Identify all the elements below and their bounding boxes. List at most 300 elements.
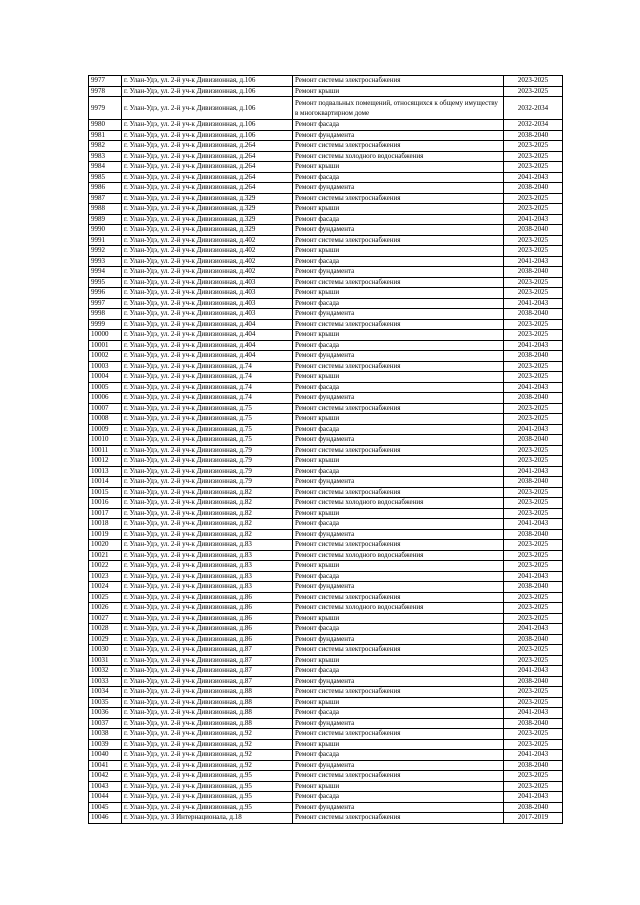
address-cell: г. Улан-Удэ, ул. 2-й уч-к Дивизионная, д.403 [122,298,293,309]
table-row [89,781,563,792]
row-number: 9979 [89,97,122,120]
address-cell: г. Улан-Удэ, ул. 2-й уч-к Дивизионная, д.74 [122,361,293,372]
period-cell: 2023-2025 [504,487,563,498]
row-number: 10033 [89,676,122,687]
work-type-cell: Ремонт системы электроснабжения [293,277,504,288]
period-cell: 2038-2040 [504,130,563,141]
period-cell: 2023-2025 [504,403,563,414]
row-number: 10016 [89,498,122,509]
table-row [89,424,563,435]
address-cell: г. Улан-Удэ, ул. 2-й уч-к Дивизионная, д.106 [122,130,293,141]
period-cell: 2038-2040 [504,718,563,729]
period-cell: 2023-2025 [504,550,563,561]
period-cell: 2023-2025 [504,508,563,519]
period-cell: 2038-2040 [504,529,563,540]
period-cell: 2023-2025 [504,319,563,330]
table-row [89,246,563,257]
table-row [89,519,563,530]
table-row [89,76,563,87]
table-row [89,361,563,372]
address-cell: г. Улан-Удэ, ул. 2-й уч-к Дивизионная, д.82 [122,508,293,519]
row-number: 10025 [89,592,122,603]
work-type-cell: Ремонт крыши [293,414,504,425]
address-cell: г. Улан-Удэ, ул. 2-й уч-к Дивизионная, д.88 [122,708,293,719]
table-row [89,141,563,152]
row-number: 9988 [89,204,122,215]
table-row [89,193,563,204]
address-cell: г. Улан-Удэ, ул. 2-й уч-к Дивизионная, д.79 [122,445,293,456]
row-number: 10030 [89,645,122,656]
address-cell: г. Улан-Удэ, ул. 2-й уч-к Дивизионная, д.264 [122,141,293,152]
row-number: 9992 [89,246,122,257]
table-row [89,802,563,813]
table-row [89,666,563,677]
table-row [89,645,563,656]
work-type-cell: Ремонт системы электроснабжения [293,771,504,782]
row-number: 10018 [89,519,122,530]
address-cell: г. Улан-Удэ, ул. 2-й уч-к Дивизионная, д.75 [122,424,293,435]
address-cell: г. Улан-Удэ, ул. 2-й уч-к Дивизионная, д.92 [122,760,293,771]
row-number: 10011 [89,445,122,456]
period-cell: 2023-2025 [504,540,563,551]
period-cell: 2041-2043 [504,424,563,435]
row-number: 10005 [89,382,122,393]
address-cell: г. Улан-Удэ, ул. 2-й уч-к Дивизионная, д.329 [122,214,293,225]
work-type-cell: Ремонт фасада [293,624,504,635]
row-number: 10032 [89,666,122,677]
period-cell: 2041-2043 [504,624,563,635]
row-number: 9993 [89,256,122,267]
period-cell: 2023-2025 [504,739,563,750]
address-cell: г. Улан-Удэ, ул. 2-й уч-к Дивизионная, д.329 [122,193,293,204]
period-cell: 2038-2040 [504,582,563,593]
work-type-cell: Ремонт крыши [293,246,504,257]
work-type-cell: Ремонт крыши [293,288,504,299]
row-number: 10028 [89,624,122,635]
row-number: 10042 [89,771,122,782]
period-cell: 2023-2025 [504,204,563,215]
work-type-cell: Ремонт фасада [293,172,504,183]
table-row [89,256,563,267]
row-number: 10037 [89,718,122,729]
work-type-cell: Ремонт фасада [293,298,504,309]
row-number: 10029 [89,634,122,645]
address-cell: г. Улан-Удэ, ул. 2-й уч-к Дивизионная, д.83 [122,582,293,593]
table-row [89,456,563,467]
table-row [89,813,563,824]
work-type-cell: Ремонт фасада [293,750,504,761]
row-number: 10041 [89,760,122,771]
work-type-cell: Ремонт фундамента [293,718,504,729]
table-row [89,487,563,498]
row-number: 10020 [89,540,122,551]
work-type-cell: Ремонт системы электроснабжения [293,445,504,456]
table-row [89,288,563,299]
work-type-cell: Ремонт фасада [293,120,504,131]
period-cell: 2038-2040 [504,802,563,813]
table-row [89,540,563,551]
row-number: 10027 [89,613,122,624]
address-cell: г. Улан-Удэ, ул. 2-й уч-к Дивизионная, д.79 [122,466,293,477]
address-cell: г. Улан-Удэ, ул. 2-й уч-к Дивизионная, д.86 [122,613,293,624]
work-type-cell: Ремонт системы холодного водоснабжения [293,151,504,162]
table-row [89,393,563,404]
table-row [89,477,563,488]
period-cell: 2023-2025 [504,561,563,572]
address-cell: г. Улан-Удэ, ул. 2-й уч-к Дивизионная, д.88 [122,697,293,708]
table-row [89,739,563,750]
work-type-cell: Ремонт системы электроснабжения [293,193,504,204]
address-cell: г. Улан-Удэ, ул. 2-й уч-к Дивизионная, д.74 [122,372,293,383]
table-row [89,634,563,645]
address-cell: г. Улан-Удэ, ул. 2-й уч-к Дивизионная, д.402 [122,267,293,278]
work-type-cell: Ремонт фасада [293,792,504,803]
table-row [89,403,563,414]
period-cell: 2023-2025 [504,246,563,257]
address-cell: г. Улан-Удэ, ул. 2-й уч-к Дивизионная, д.83 [122,571,293,582]
row-number: 10036 [89,708,122,719]
address-cell: г. Улан-Удэ, ул. 2-й уч-к Дивизионная, д.403 [122,277,293,288]
address-cell: г. Улан-Удэ, ул. 2-й уч-к Дивизионная, д.95 [122,802,293,813]
row-number: 10044 [89,792,122,803]
table-row [89,729,563,740]
period-cell: 2023-2025 [504,771,563,782]
work-type-cell: Ремонт крыши [293,508,504,519]
row-number: 10023 [89,571,122,582]
table-row [89,708,563,719]
table-row [89,382,563,393]
row-number: 10031 [89,655,122,666]
address-cell: г. Улан-Удэ, ул. 2-й уч-к Дивизионная, д.95 [122,771,293,782]
period-cell: 2023-2025 [504,655,563,666]
row-number: 10035 [89,697,122,708]
row-number: 9990 [89,225,122,236]
work-type-cell: Ремонт фундамента [293,351,504,362]
row-number: 10017 [89,508,122,519]
table-row [89,120,563,131]
row-number: 10004 [89,372,122,383]
work-type-cell: Ремонт фундамента [293,760,504,771]
period-cell: 2023-2025 [504,235,563,246]
address-cell: г. Улан-Удэ, ул. 2-й уч-к Дивизионная, д.83 [122,561,293,572]
period-cell: 2023-2025 [504,162,563,173]
table-row [89,697,563,708]
table-row [89,550,563,561]
work-type-cell: Ремонт фундамента [293,582,504,593]
address-cell: г. Улан-Удэ, ул. 2-й уч-к Дивизионная, д.106 [122,120,293,131]
work-type-cell: Ремонт крыши [293,655,504,666]
table-row [89,529,563,540]
period-cell: 2041-2043 [504,466,563,477]
address-cell: г. Улан-Удэ, ул. 2-й уч-к Дивизионная, д.74 [122,393,293,404]
address-cell: г. Улан-Удэ, ул. 2-й уч-к Дивизионная, д.403 [122,288,293,299]
work-type-cell: Ремонт системы электроснабжения [293,403,504,414]
address-cell: г. Улан-Удэ, ул. 2-й уч-к Дивизионная, д.86 [122,624,293,635]
address-cell: г. Улан-Удэ, ул. 2-й уч-к Дивизионная, д.86 [122,634,293,645]
table-row [89,508,563,519]
address-cell: г. Улан-Удэ, ул. 2-й уч-к Дивизионная, д.86 [122,603,293,614]
period-cell: 2041-2043 [504,792,563,803]
table-body [89,76,563,824]
work-type-cell: Ремонт крыши [293,697,504,708]
row-number: 10001 [89,340,122,351]
table-row [89,414,563,425]
period-cell: 2023-2025 [504,729,563,740]
period-cell: 2023-2025 [504,372,563,383]
table-row [89,582,563,593]
period-cell: 2032-2034 [504,120,563,131]
address-cell: г. Улан-Удэ, ул. 2-й уч-к Дивизионная, д.82 [122,498,293,509]
address-cell: г. Улан-Удэ, ул. 2-й уч-к Дивизионная, д.404 [122,319,293,330]
table-row [89,435,563,446]
period-cell: 2023-2025 [504,277,563,288]
table-row [89,277,563,288]
row-number: 9987 [89,193,122,204]
row-number: 10007 [89,403,122,414]
address-cell: г. Улан-Удэ, ул. 2-й уч-к Дивизионная, д.79 [122,456,293,467]
period-cell: 2041-2043 [504,571,563,582]
address-cell: г. Улан-Удэ, ул. 2-й уч-к Дивизионная, д.95 [122,792,293,803]
work-type-cell: Ремонт крыши [293,372,504,383]
period-cell: 2038-2040 [504,676,563,687]
row-number: 10013 [89,466,122,477]
period-cell: 2023-2025 [504,414,563,425]
work-type-cell: Ремонт крыши [293,613,504,624]
work-type-cell: Ремонт системы холодного водоснабжения [293,550,504,561]
row-number: 10026 [89,603,122,614]
table-row [89,466,563,477]
address-cell: г. Улан-Удэ, ул. 2-й уч-к Дивизионная, д.82 [122,529,293,540]
work-type-cell: Ремонт крыши [293,204,504,215]
table-row [89,624,563,635]
table-row [89,372,563,383]
address-cell: г. Улан-Удэ, ул. 2-й уч-к Дивизионная, д.75 [122,403,293,414]
address-cell: г. Улан-Удэ, ул. 2-й уч-к Дивизионная, д.75 [122,435,293,446]
table-row [89,162,563,173]
address-cell: г. Улан-Удэ, ул. 3 Интернационала, д.18 [122,813,293,824]
period-cell: 2023-2025 [504,330,563,341]
work-type-cell: Ремонт фундамента [293,309,504,320]
period-cell: 2023-2025 [504,193,563,204]
row-number: 10002 [89,351,122,362]
row-number: 9989 [89,214,122,225]
period-cell: 2041-2043 [504,172,563,183]
row-number: 9996 [89,288,122,299]
row-number: 9981 [89,130,122,141]
row-number: 10021 [89,550,122,561]
period-cell: 2041-2043 [504,382,563,393]
row-number: 9978 [89,86,122,97]
table-row [89,130,563,141]
address-cell: г. Улан-Удэ, ул. 2-й уч-к Дивизионная, д.74 [122,382,293,393]
row-number: 10009 [89,424,122,435]
period-cell: 2041-2043 [504,666,563,677]
work-type-cell: Ремонт фасада [293,666,504,677]
address-cell: г. Улан-Удэ, ул. 2-й уч-к Дивизионная, д.402 [122,256,293,267]
work-type-cell: Ремонт крыши [293,561,504,572]
table-row [89,655,563,666]
row-number: 9994 [89,267,122,278]
table-row [89,445,563,456]
row-number: 10010 [89,435,122,446]
work-type-cell: Ремонт крыши [293,330,504,341]
work-type-cell: Ремонт крыши [293,739,504,750]
address-cell: г. Улан-Удэ, ул. 2-й уч-к Дивизионная, д.88 [122,718,293,729]
address-cell: г. Улан-Удэ, ул. 2-й уч-к Дивизионная, д.79 [122,477,293,488]
row-number: 10003 [89,361,122,372]
table-row [89,225,563,236]
table-row [89,330,563,341]
row-number: 9980 [89,120,122,131]
row-number: 9984 [89,162,122,173]
work-type-cell: Ремонт фундамента [293,802,504,813]
work-type-cell: Ремонт системы электроснабжения [293,319,504,330]
work-type-cell: Ремонт системы электроснабжения [293,645,504,656]
work-type-cell: Ремонт системы электроснабжения [293,540,504,551]
table-row [89,760,563,771]
period-cell: 2038-2040 [504,351,563,362]
table-row [89,340,563,351]
row-number: 9991 [89,235,122,246]
period-cell: 2038-2040 [504,760,563,771]
work-type-cell: Ремонт фасада [293,382,504,393]
period-cell: 2041-2043 [504,214,563,225]
work-type-cell: Ремонт фасада [293,708,504,719]
period-cell: 2032-2034 [504,97,563,120]
address-cell: г. Улан-Удэ, ул. 2-й уч-к Дивизионная, д.404 [122,330,293,341]
table-row [89,561,563,572]
table-row [89,235,563,246]
period-cell: 2023-2025 [504,645,563,656]
work-type-cell: Ремонт фундамента [293,183,504,194]
work-type-cell: Ремонт системы электроснабжения [293,141,504,152]
period-cell: 2023-2025 [504,151,563,162]
table-row [89,151,563,162]
address-cell: г. Улан-Удэ, ул. 2-й уч-к Дивизионная, д.106 [122,76,293,87]
table-row [89,592,563,603]
work-type-cell: Ремонт системы холодного водоснабжения [293,498,504,509]
row-number: 9998 [89,309,122,320]
row-number: 10046 [89,813,122,824]
row-number: 9977 [89,76,122,87]
period-cell: 2023-2025 [504,781,563,792]
table-row [89,172,563,183]
row-number: 10015 [89,487,122,498]
work-type-cell: Ремонт системы электроснабжения [293,487,504,498]
row-number: 10045 [89,802,122,813]
period-cell: 2023-2025 [504,361,563,372]
table-row [89,86,563,97]
address-cell: г. Улан-Удэ, ул. 2-й уч-к Дивизионная, д.329 [122,204,293,215]
period-cell: 2023-2025 [504,288,563,299]
table-row [89,298,563,309]
work-type-cell: Ремонт подвальных помещений, относящихся к общему имуществу в многоквартирном доме [293,97,504,120]
work-type-cell: Ремонт фундамента [293,130,504,141]
address-cell: г. Улан-Удэ, ул. 2-й уч-к Дивизионная, д.87 [122,676,293,687]
table-row [89,319,563,330]
table-row [89,792,563,803]
work-type-cell: Ремонт фасада [293,256,504,267]
table-row [89,603,563,614]
address-cell: г. Улан-Удэ, ул. 2-й уч-к Дивизионная, д.87 [122,666,293,677]
address-cell: г. Улан-Удэ, ул. 2-й уч-к Дивизионная, д.92 [122,739,293,750]
table-row [89,204,563,215]
table-row [89,183,563,194]
table-row [89,750,563,761]
table-row [89,351,563,362]
row-number: 10012 [89,456,122,467]
period-cell: 2041-2043 [504,256,563,267]
row-number: 10040 [89,750,122,761]
table-row [89,771,563,782]
address-cell: г. Улан-Удэ, ул. 2-й уч-к Дивизионная, д.106 [122,86,293,97]
table-row [89,571,563,582]
row-number: 9986 [89,183,122,194]
work-type-cell: Ремонт крыши [293,162,504,173]
table-row [89,309,563,320]
period-cell: 2038-2040 [504,477,563,488]
period-cell: 2041-2043 [504,708,563,719]
period-cell: 2023-2025 [504,456,563,467]
work-type-cell: Ремонт фундамента [293,435,504,446]
address-cell: г. Улан-Удэ, ул. 2-й уч-к Дивизионная, д.402 [122,235,293,246]
period-cell: 2038-2040 [504,225,563,236]
row-number: 10022 [89,561,122,572]
address-cell: г. Улан-Удэ, ул. 2-й уч-к Дивизионная, д.264 [122,162,293,173]
address-cell: г. Улан-Удэ, ул. 2-й уч-к Дивизионная, д.86 [122,592,293,603]
row-number: 10019 [89,529,122,540]
work-type-cell: Ремонт системы электроснабжения [293,361,504,372]
address-cell: г. Улан-Удэ, ул. 2-й уч-к Дивизионная, д.83 [122,550,293,561]
address-cell: г. Улан-Удэ, ул. 2-й уч-к Дивизионная, д.402 [122,246,293,257]
work-type-cell: Ремонт системы электроснабжения [293,592,504,603]
work-type-cell: Ремонт фундамента [293,267,504,278]
row-number: 10024 [89,582,122,593]
table-row [89,676,563,687]
row-number: 9985 [89,172,122,183]
row-number: 10000 [89,330,122,341]
address-cell: г. Улан-Удэ, ул. 2-й уч-к Дивизионная, д.88 [122,687,293,698]
address-cell: г. Улан-Удэ, ул. 2-й уч-к Дивизионная, д.404 [122,351,293,362]
period-cell: 2038-2040 [504,309,563,320]
address-cell: г. Улан-Удэ, ул. 2-й уч-к Дивизионная, д.106 [122,97,293,120]
period-cell: 2023-2025 [504,603,563,614]
row-number: 9999 [89,319,122,330]
address-cell: г. Улан-Удэ, ул. 2-й уч-к Дивизионная, д.92 [122,750,293,761]
period-cell: 2038-2040 [504,267,563,278]
address-cell: г. Улан-Удэ, ул. 2-й уч-к Дивизионная, д.403 [122,309,293,320]
row-number: 10014 [89,477,122,488]
work-type-cell: Ремонт системы электроснабжения [293,235,504,246]
row-number: 9997 [89,298,122,309]
address-cell: г. Улан-Удэ, ул. 2-й уч-к Дивизионная, д.83 [122,540,293,551]
work-type-cell: Ремонт фасада [293,424,504,435]
period-cell: 2023-2025 [504,613,563,624]
work-type-cell: Ремонт фасада [293,519,504,530]
period-cell: 2023-2025 [504,498,563,509]
period-cell: 2017-2019 [504,813,563,824]
table-row [89,267,563,278]
address-cell: г. Улан-Удэ, ул. 2-й уч-к Дивизионная, д.264 [122,151,293,162]
period-cell: 2023-2025 [504,592,563,603]
period-cell: 2038-2040 [504,435,563,446]
period-cell: 2023-2025 [504,697,563,708]
period-cell: 2023-2025 [504,445,563,456]
address-cell: г. Улан-Удэ, ул. 2-й уч-к Дивизионная, д.87 [122,655,293,666]
work-type-cell: Ремонт системы электроснабжения [293,76,504,87]
address-cell: г. Улан-Удэ, ул. 2-й уч-к Дивизионная, д.75 [122,414,293,425]
period-cell: 2041-2043 [504,519,563,530]
